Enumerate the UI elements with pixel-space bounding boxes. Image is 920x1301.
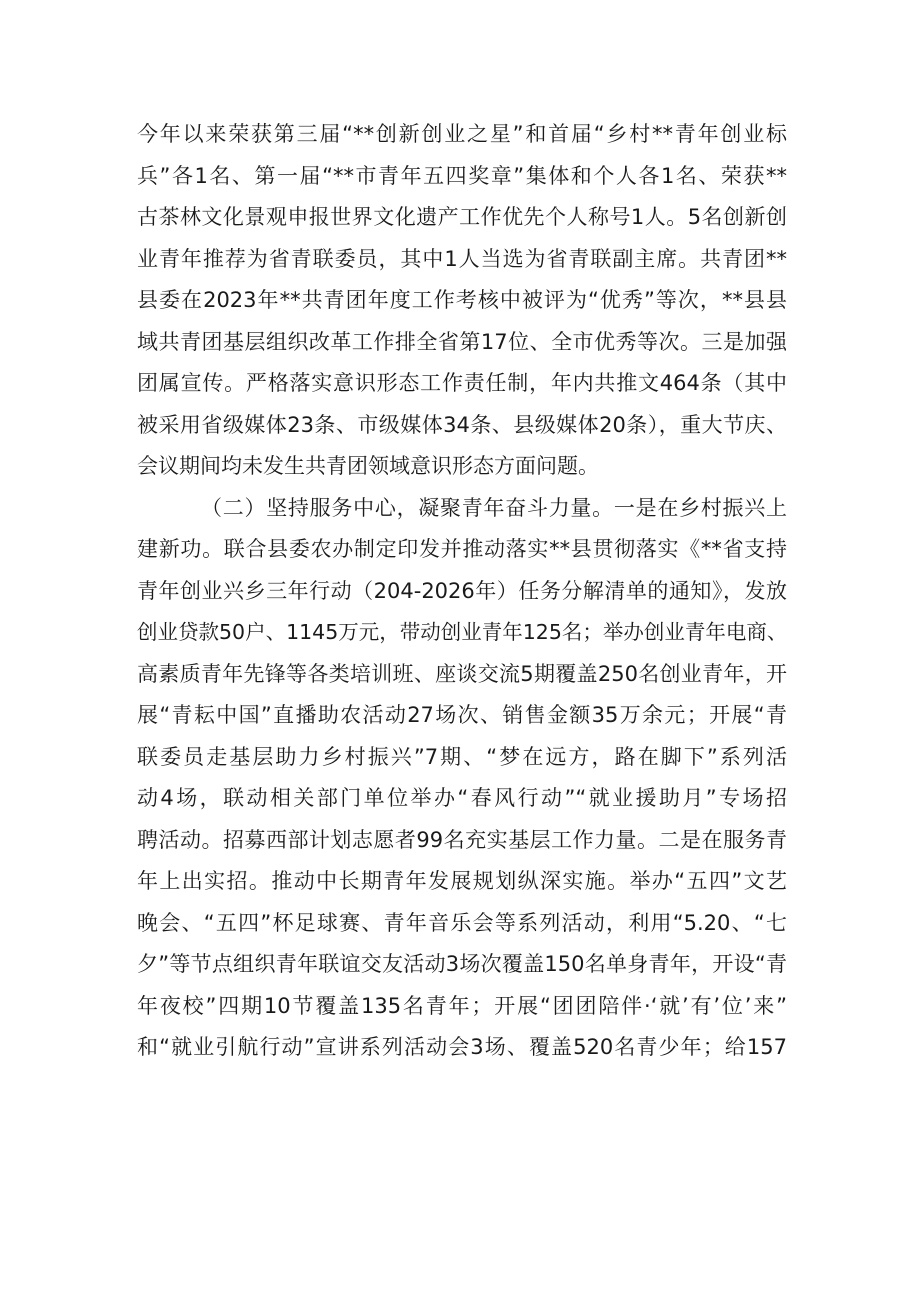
text-line: 晚会、“五四”杯足球赛、青年音乐会等系列活动，利用“5.20、“七 <box>137 910 787 935</box>
text-line: 域共青团基层组织改革工作排全省第17位、全市优秀等次。三是加强 <box>137 329 787 354</box>
text-line: （二）坚持服务中心，凝聚青年奋斗力量。一是在乡村振兴上 <box>201 495 787 520</box>
text-line: 被采用省级媒体23条、市级媒体34条、县级媒体20条），重大节庆、 <box>137 412 787 437</box>
text-line: 高素质青年先锋等各类培训班、座谈交流5期覆盖250名创业青年，开 <box>137 661 787 686</box>
text-line: 会议期间均未发生共青团领域意识形态方面问题。 <box>137 454 599 478</box>
text-line: 创业贷款50户、1145万元，带动创业青年125名；举办创业青年电商、 <box>137 620 788 644</box>
text-line: 今年以来荣获第三届“**创新创业之星”和首届“乡村**青年创业标 <box>137 122 787 146</box>
text-line: 团属宣传。严格落实意识形态工作责任制，年内共推文464条（其中 <box>137 371 787 395</box>
text-line: 动4场，联动相关部门单位举办“春风行动”“就业援助月”专场招 <box>137 786 787 810</box>
text-line: 建新功。联合县委农办制定印发并推动落实**县贯彻落实《**省支持 <box>137 537 787 561</box>
text-line: 年夜校”四期10节覆盖135名青年；开展“团团陪伴·‘就’有’位’来” <box>137 993 787 1018</box>
text-line: 年上出实招。推动中长期青年发展规划纵深实施。举办“五四”文艺 <box>137 869 787 893</box>
document-body <box>137 114 787 1069</box>
text-line: 兵”各1名、第一届“**市青年五四奖章”集体和个人各1名、荣获** <box>137 163 787 188</box>
text-line: 聘活动。招募西部计划志愿者99名充实基层工作力量。二是在服务青 <box>137 827 787 852</box>
text-line: 展“青耘中国”直播助农活动27场次、销售金额35万余元；开展“青 <box>137 703 787 727</box>
text-line: 和“就业引航行动”宣讲系列活动会3场、覆盖520名青少年；给157 <box>137 1035 787 1059</box>
paragraph-1 <box>137 114 787 488</box>
paragraph-2 <box>137 488 787 1069</box>
text-line: 县委在2023年**共青团年度工作考核中被评为“优秀”等次，**县县 <box>137 288 787 312</box>
text-line: 夕”等节点组织青年联谊交友活动3场次覆盖150名单身青年，开设“青 <box>137 952 787 976</box>
text-line: 联委员走基层助力乡村振兴”7期、“梦在远方，路在脚下”系列活 <box>137 744 787 769</box>
text-line: 业青年推荐为省青联委员，其中1人当选为省青联副主席。共青团** <box>137 246 787 271</box>
text-line: 古茶林文化景观申报世界文化遗产工作优先个人称号1人。5名创新创 <box>137 205 787 229</box>
text-line: 青年创业兴乡三年行动（204-2026年）任务分解清单的通知》，发放 <box>137 578 787 603</box>
